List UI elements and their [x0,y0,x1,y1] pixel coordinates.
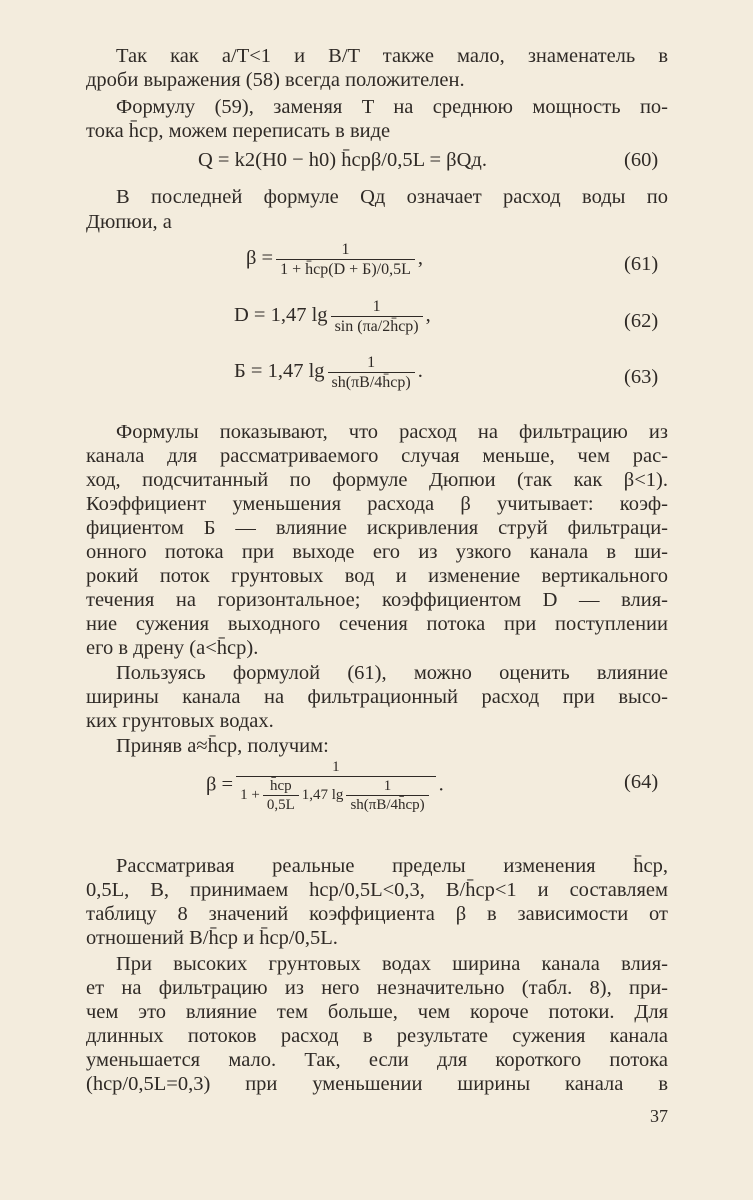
equation-61 [246,240,423,279]
text-line: уменьшается мало. Так, если для короткого потока [86,1049,668,1071]
denominator: 1 + h̄cp(D + Б)/0,5L [280,261,411,278]
text-line: течения на горизонтальное; коэффициентом D — влия- [86,589,668,611]
page-number: 37 [650,1106,668,1126]
text-line: таблицу 8 значений коэффициента β в зависимости от [86,903,668,925]
text-line: Пользуясь формулой (61), можно оценить влияние [116,662,668,684]
equation-tail: . [417,360,423,383]
inner-denominator-2: sh(πB/4h̄cp) [350,797,425,813]
text-line: канала для рассматриваемого случая меньше, чем рас- [86,445,668,467]
text-line: Формулу (59), заменяя T на среднюю мощность по- [116,96,668,118]
fraction [328,353,415,392]
equation-number: (64) [624,771,659,793]
text-line: 0,5L, B, принимаем hcp/0,5L<0,3, B/h̄cp<1 и составляем [86,879,668,901]
inner-numerator-2: 1 [346,777,428,796]
equation-lhs: β = [206,773,234,796]
denominator: sin (πa/2h̄cp) [334,318,419,335]
equation-number: (60) [624,149,659,171]
equation-62 [234,297,431,336]
text-line: онного потока при выходе его из узкого канала в ши- [86,541,668,563]
numerator: 1 [328,353,415,373]
text-line: рокий поток грунтовых вод и изменение вертикального [86,565,668,587]
numerator: 1 [331,297,423,317]
text-line: Формулы показывают, что расход на фильтрацию из [116,421,668,443]
equation-63 [234,353,423,392]
equation-lhs: D = 1,47 lg [234,304,328,327]
fraction [236,758,436,814]
equation-number: (63) [624,366,659,388]
equation-number: (62) [624,310,659,332]
numerator: 1 [236,758,436,777]
text-line: Приняв a≈h̄cp, получим: [116,735,329,757]
denominator: sh(πB/4h̄cp) [331,374,411,391]
inner-fraction [263,777,299,814]
text-line: ких грунтовых водах. [86,710,274,732]
equation-tail: , [425,304,431,327]
text-line: ширины канала на фильтрационный расход при высо- [86,686,668,708]
text-line: ние сужения выходного сечения потока при поступлении [86,613,668,635]
equation-number: (61) [624,253,659,275]
text-line: Дюпюи, а [86,211,172,233]
text-line: ет на фильтрацию из него незначительно (табл. 8), при- [86,977,668,999]
denominator [236,777,436,814]
fraction [276,240,415,279]
inner-denominator: 0,5L [266,797,295,813]
equation-tail: , [417,247,424,270]
equation-tail: . [438,773,444,796]
text-line: длинных потоков расход в результате сужения канала [86,1025,668,1047]
text-line: фициентом Б — влияние искривления струй фильтраци- [86,517,668,539]
text-line: дроби выражения (58) всегда положителен. [86,69,465,91]
text-line: его в дрену (a<h̄cp). [86,637,259,659]
text-line: чем это влияние тем больше, чем короче потоки. Для [86,1001,668,1023]
equation-64 [206,758,444,814]
fraction [331,297,423,336]
equation-lhs: Б = 1,47 lg [234,360,325,383]
equation-60: Q = k2(H0 − h0) h̄cpβ/0,5L = βQд. [198,149,487,171]
inner-fraction-2 [346,777,428,814]
numerator: 1 [276,240,415,260]
text-line: Рассматривая реальные пределы изменения h̄cp, [116,855,668,877]
text-line: Коэффициент уменьшения расхода β учитывает: коэф- [86,493,668,515]
den-prefix: 1 + [240,786,260,803]
den-mid: 1,47 lg [301,786,344,803]
text-line: ход, подсчитанный по формуле Дюпюи (так как β<1). [86,469,668,491]
text-line: отношений B/h̄cp и h̄cp/0,5L. [86,927,338,949]
inner-numerator: h̄cp [263,777,299,796]
text-line: При высоких грунтовых водах ширина канала влия- [116,953,668,975]
text-line: тока h̄cp, можем переписать в виде [86,120,391,142]
text-line: (hcp/0,5L=0,3) при уменьшении ширины канала в [86,1073,668,1095]
text-line: В последней формуле Qд означает расход воды по [116,186,668,208]
equation-lhs: β = [246,247,274,270]
text-line: Так как a/T<1 и B/T также мало, знаменатель в [116,45,668,67]
